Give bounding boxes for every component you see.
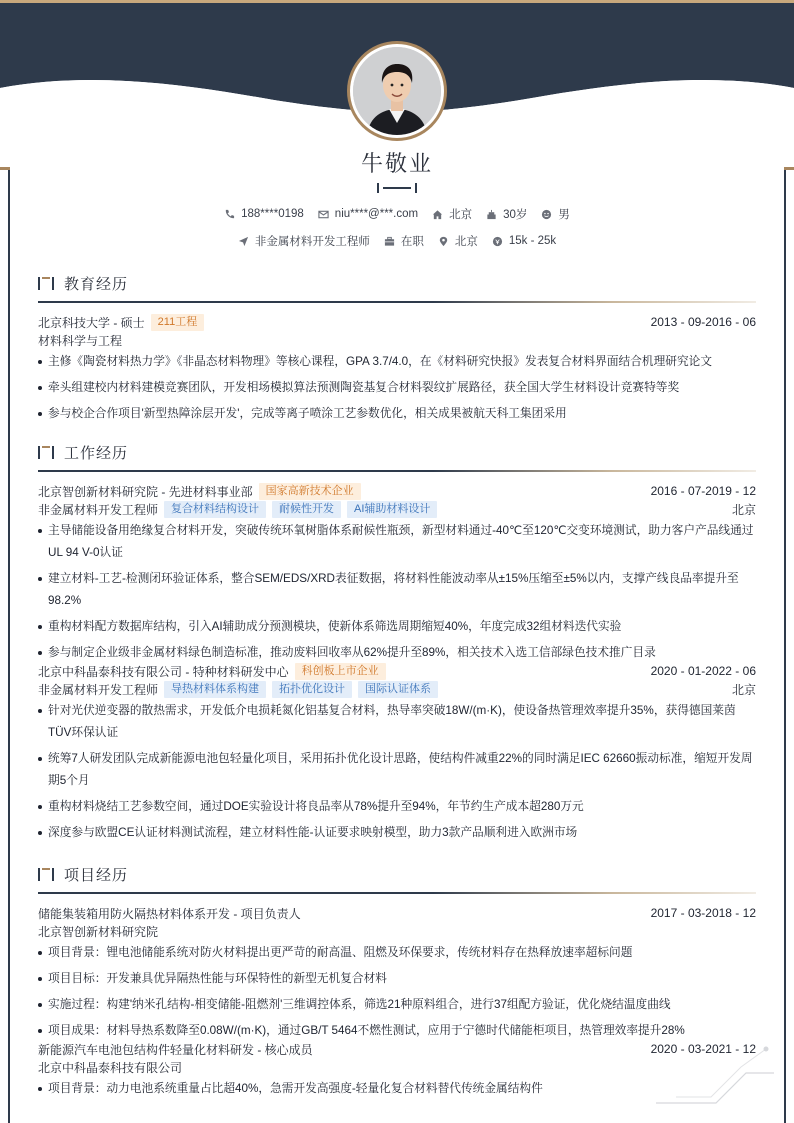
education-entry — [38, 313, 756, 425]
list-item: 项目背景：动力电池系统重量占比超40%，急需开发高强度-轻量化复合材料替代传统金属结构件 — [38, 1078, 756, 1100]
skill-tag: 导热材料体系构建 — [164, 681, 266, 698]
list-item: 项目目标：开发兼具优异隔热性能与环保特性的新型无机复合材料 — [38, 968, 756, 990]
project-entry — [38, 1040, 756, 1100]
company-name: 北京中科晶泰科技有限公司 - 特种材料研发中心 — [38, 664, 289, 679]
education-section — [38, 271, 756, 429]
project-org: 北京中科晶泰科技有限公司 — [38, 1060, 183, 1075]
phone-info — [224, 208, 304, 220]
send-icon — [238, 236, 249, 247]
skill-tag: 耐候性开发 — [272, 501, 341, 518]
list-item: 针对光伏逆变器的散热需求，开发低介电损耗氮化铝基复合材料，热导率突破18W/(m·K)，使设备热管理效率提升35%，获得德国莱茵TÜV环保认证 — [38, 700, 756, 744]
major: 材料科学与工程 — [38, 333, 123, 348]
work-entry — [38, 482, 756, 664]
salary-info — [492, 235, 556, 247]
school-tag: 211工程 — [151, 314, 205, 331]
job-intent-row — [0, 233, 794, 249]
project-name: 新能源汽车电池包结构件轻量化材料研发 - 核心成员 — [38, 1042, 313, 1057]
work-period: 2016 - 07-2019 - 12 — [650, 484, 756, 498]
list-item: 统筹7人研发团队完成新能源电池包轻量化项目，采用拓扑优化设计思路，使结构件减重22%的同时满足IEC 62660振动标准，缩短开发周期5个月 — [38, 748, 756, 792]
list-item: 实施过程：构建'纳米孔结构-相变储能-阻燃剂'三维调控体系，筛选21种原料组合，进行37组配方验证，优化烧结温度曲线 — [38, 994, 756, 1016]
section-marker-icon — [38, 866, 58, 882]
contact-row — [0, 206, 794, 222]
candidate-name: 牛敬业 — [360, 152, 433, 177]
city-info — [438, 233, 478, 249]
job-role: 非金属材料开发工程师 — [38, 502, 159, 517]
home-icon — [432, 209, 443, 220]
city-text: 北京 — [454, 236, 478, 248]
location-text: 北京 — [449, 209, 473, 221]
gender-info — [541, 206, 570, 222]
corner-decoration — [656, 1045, 776, 1105]
project-period: 2020 - 03-2021 - 12 — [650, 1042, 756, 1056]
list-item: 参与校企合作项目'新型热障涂层开发'，完成等离子喷涂工艺参数优化，相关成果被航天科工集团采用 — [38, 403, 756, 425]
mail-icon — [318, 209, 329, 220]
skill-tag: 拓扑优化设计 — [272, 681, 352, 698]
list-item: 重构材料配方数据库结构，引入AI辅助成分预测模块，使新体系筛选周期缩短40%，年度完成32组材料迭代实验 — [38, 616, 756, 638]
project-entry — [38, 904, 756, 1042]
section-title: 工作经历 — [64, 443, 129, 462]
pin-icon — [438, 236, 449, 247]
project-name: 储能集装箱用防火隔热材料体系开发 - 项目负责人 — [38, 906, 301, 921]
job-title-info — [238, 233, 370, 249]
status-text: 在职 — [400, 236, 424, 248]
list-item: 参与制定企业级非金属材料绿色制造标准，推动废料回收率从62%提升至89%，相关技术入选工信部绿色技术推广目录 — [38, 642, 756, 664]
age-info — [486, 206, 527, 222]
company-tag: 科创板上市企业 — [295, 663, 386, 680]
location-info — [432, 206, 472, 222]
coin-icon — [492, 236, 503, 247]
work-entry — [38, 662, 756, 844]
projects-section — [38, 862, 756, 1104]
work-city: 北京 — [731, 682, 756, 697]
section-marker-icon — [38, 444, 58, 460]
section-divider — [38, 892, 756, 894]
list-item: 主修《陶瓷材料热力学》《非晶态材料物理》等核心课程，GPA 3.7/4.0，在《材料研究快报》发表复合材料界面结合机理研究论文 — [38, 351, 756, 373]
name-divider — [375, 182, 419, 194]
list-item: 项目成果：材料导热系数降至0.08W/(m·K)，通过GB/T 5464不燃性测试，应用于宁德时代储能柜项目，热管理效率提升28% — [38, 1020, 756, 1042]
section-title: 项目经历 — [64, 865, 129, 884]
school-name: 北京科技大学 - 硕士 — [38, 315, 145, 330]
skill-tag: 国际认证体系 — [358, 681, 438, 698]
avatar — [353, 47, 441, 135]
section-marker-icon — [38, 275, 58, 291]
work-period: 2020 - 01-2022 - 06 — [650, 664, 756, 678]
list-item: 重构材料烧结工艺参数空间，通过DOE实验设计将良品率从78%提升至94%，年节约生产成本超280万元 — [38, 796, 756, 818]
list-item: 项目背景：锂电池储能系统对防火材料提出更严苛的耐高温、阻燃及环保要求，传统材料存在热释放速率超标问题 — [38, 942, 756, 964]
briefcase-icon — [384, 236, 395, 247]
project-org: 北京智创新材料研究院 — [38, 924, 159, 939]
skill-tag: AI辅助材料设计 — [347, 501, 437, 518]
job-title-text: 非金属材料开发工程师 — [254, 236, 370, 248]
work-city: 北京 — [731, 502, 756, 517]
skill-tag: 复合材料结构设计 — [164, 501, 266, 518]
phone-icon — [224, 209, 235, 220]
avatar-frame — [347, 41, 447, 141]
company-tag: 国家高新技术企业 — [259, 483, 361, 500]
cake-icon — [486, 209, 497, 220]
phone-text: 188****0198 — [241, 208, 304, 220]
list-item: 主导储能设备用绝缘复合材料开发，突破传统环氧树脂体系耐候性瓶颈，新型材料通过-40℃至120℃交变环境测试，助力客户产品线通过UL 94 V-0认证 — [38, 520, 756, 564]
section-divider — [38, 301, 756, 303]
education-period: 2013 - 09-2016 - 06 — [650, 315, 756, 329]
work-section — [38, 440, 756, 848]
list-item: 牵头组建校内材料建模竞赛团队，开发相场模拟算法预测陶瓷基复合材料裂纹扩展路径，获全国大学生材料设计竞赛特等奖 — [38, 377, 756, 399]
job-role: 非金属材料开发工程师 — [38, 682, 159, 697]
status-info — [384, 233, 424, 249]
email-info — [318, 208, 418, 220]
side-border-left — [8, 170, 10, 1123]
age-text: 30岁 — [503, 209, 528, 221]
company-name: 北京智创新材料研究院 - 先进材料事业部 — [38, 484, 253, 499]
salary-text: 15k - 25k — [508, 235, 557, 247]
list-item: 建立材料-工艺-检测闭环验证体系，整合SEM/EDS/XRD表征数据，将材料性能波动率从±15%压缩至±5%以内，支撑产线良品率提升至98.2% — [38, 568, 756, 612]
section-title: 教育经历 — [64, 274, 129, 293]
list-item: 深度参与欧盟CE认证材料测试流程，建立材料性能-认证要求映射模型，助力3款产品顺利进入欧洲市场 — [38, 822, 756, 844]
side-border-right — [784, 170, 786, 1123]
gender-icon — [541, 209, 552, 220]
project-period: 2017 - 03-2018 - 12 — [650, 906, 756, 920]
gender-text: 男 — [558, 209, 570, 221]
section-divider — [38, 470, 756, 472]
email-text: niu****@***.com — [334, 208, 419, 220]
